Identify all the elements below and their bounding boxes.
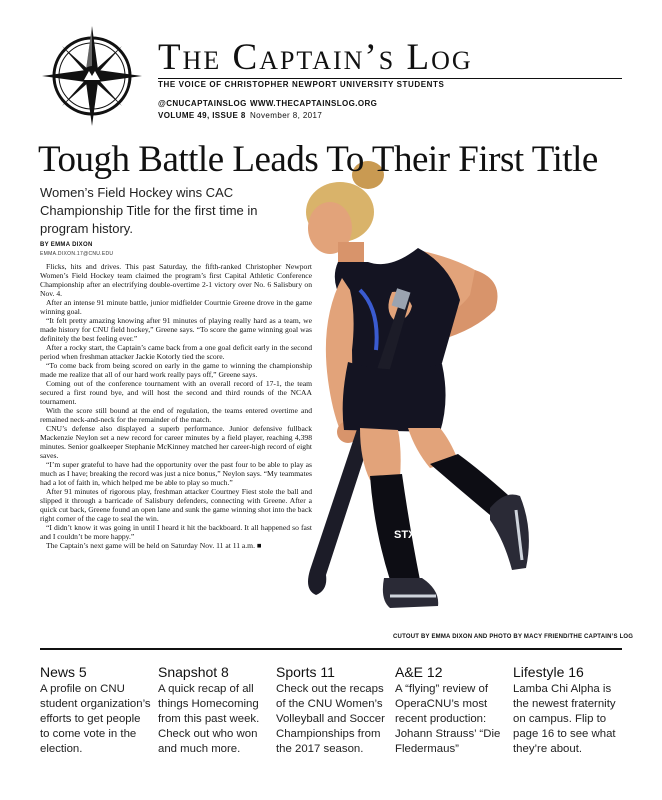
author-email: EMMA.DIXON.17@CNU.EDU	[40, 251, 114, 257]
article-paragraph: After a rocky start, the Captain’s came back from a one goal deficit early in the second period when freshman attacker Jackie Kotorly tied the score.	[40, 343, 312, 361]
article-paragraph: After 91 minutes of rigorous play, freshman attacker Courtney Fiest stole the ball and slipped it through a barricade of Salisbury defenders, connecting with Greene. After a quick cut back, Greene found an open lane and sunk the game winning shot into the back right corner of the cage to seal the win.	[40, 487, 312, 523]
teaser-news[interactable]	[40, 664, 152, 757]
masthead-rule	[158, 78, 622, 79]
photo-credit: CUTOUT BY EMMA DIXON AND PHOTO BY MACY FRIEND/THE CAPTAIN’S LOG	[393, 634, 634, 640]
masthead-date: November 8, 2017	[250, 111, 323, 120]
section-divider	[40, 648, 622, 650]
teaser-text: Lamba Chi Alpha is the newest fraternity on campus. Flip to page 16 to see what they’re about.	[513, 683, 616, 755]
teaser-arts-entertainment[interactable]	[395, 664, 507, 757]
field-hockey-player-photo	[290, 150, 620, 635]
masthead-tagline: THE VOICE OF CHRISTOPHER NEWPORT UNIVERSITY STUDENTS	[158, 80, 445, 89]
teaser-title: Snapshot 8	[158, 664, 229, 680]
masthead-title: The Captain’s Log	[158, 37, 473, 78]
article-body	[40, 262, 312, 550]
teaser-title: Sports 11	[276, 664, 335, 680]
teaser-sports[interactable]	[276, 664, 388, 757]
byline: BY EMMA DIXON	[40, 242, 93, 248]
teaser-title: A&E 12	[395, 664, 443, 680]
compass-rose-icon	[40, 24, 144, 128]
article-paragraph: “I’m super grateful to have had the opportunity over the past four to be able to play as much as I have; breaking the record was just a nice bonus,” Neylon says. “My teammates had a lot of faith in, which helped me be able to play so much.”	[40, 460, 312, 487]
article-paragraph: The Captain’s next game will be held on Saturday Nov. 11 at 11 a.m. ■	[46, 541, 262, 550]
teaser-text: A profile on CNU student organization’s efforts to get people to come vote in the election.	[40, 683, 151, 755]
masthead-volume: VOLUME 49, ISSUE 8	[158, 111, 246, 120]
article-paragraph: “It felt pretty amazing knowing after 91 minutes of playing really hard as a team, we made history for CNU field hockey,” Greene says. “To score the game winning goal was definitely the best feeling ever.”	[40, 316, 312, 343]
masthead-website: WWW.THECAPTAINSLOG.ORG	[250, 99, 378, 108]
article-paragraph: With the score still bound at the end of regulation, the teams entered overtime and remained neck-and-neck for the remainder of the match.	[40, 406, 312, 424]
article-paragraph: Flicks, hits and drives. This past Saturday, the fifth-ranked Christopher Newport Women’s Field Hockey team claimed the program’s first Capital Athletic Conference Championship after an electrifying double-overtime 2-1 victory over No. 6 Salisbury on Nov. 4.	[40, 262, 312, 298]
teaser-text: A “flying” review of OperaCNU’s most recent production: Johann Strauss’ “Die Fledermaus”	[395, 683, 501, 755]
teaser-snapshot[interactable]	[158, 664, 270, 757]
teaser-lifestyle[interactable]	[513, 664, 625, 757]
article-paragraph: After an intense 91 minute battle, junior midfielder Courtnie Greene drove in the game winning goal.	[40, 298, 312, 316]
article-paragraph: “To come back from being scored on early in the game to winning the championship made me realize that all of our hard work really pays off,” Greene says.	[40, 361, 312, 379]
teaser-title: News 5	[40, 664, 87, 680]
teaser-title: Lifestyle 16	[513, 664, 584, 680]
masthead-social: @CNUCAPTAINSLOG	[158, 99, 247, 108]
jersey-brand: STX	[394, 529, 416, 541]
article-paragraph: “I didn’t know it was going in until I heard it hit the backboard. It all happened so fast and I couldn’t be more happy.”	[40, 523, 312, 541]
teaser-text: A quick recap of all things Homecoming from this past week. Check out who won and much more.	[158, 683, 260, 755]
headline: Tough Battle Leads To Their First Title	[38, 139, 598, 180]
article-paragraph: Coming out of the conference tournament with an overall record of 17-1, the team secured a first round bye, and will host the second and third rounds of the NCAA tournament.	[40, 379, 312, 406]
teaser-text: Check out the recaps of the CNU Women’s Volleyball and Soccer Championships from the 2017 season.	[276, 683, 385, 755]
article-paragraph: CNU’s defense also displayed a superb performance. Junior defensive fullback Mackenzie Neylon set a new record for career minutes by a field player, reaching 4,398 minutes. Senior goalkeeper Stephanie McKinney matched her career-high record of eight saves.	[40, 424, 312, 460]
subheadline: Women’s Field Hockey wins CAC Championship Title for the first time in program history.	[40, 185, 258, 236]
